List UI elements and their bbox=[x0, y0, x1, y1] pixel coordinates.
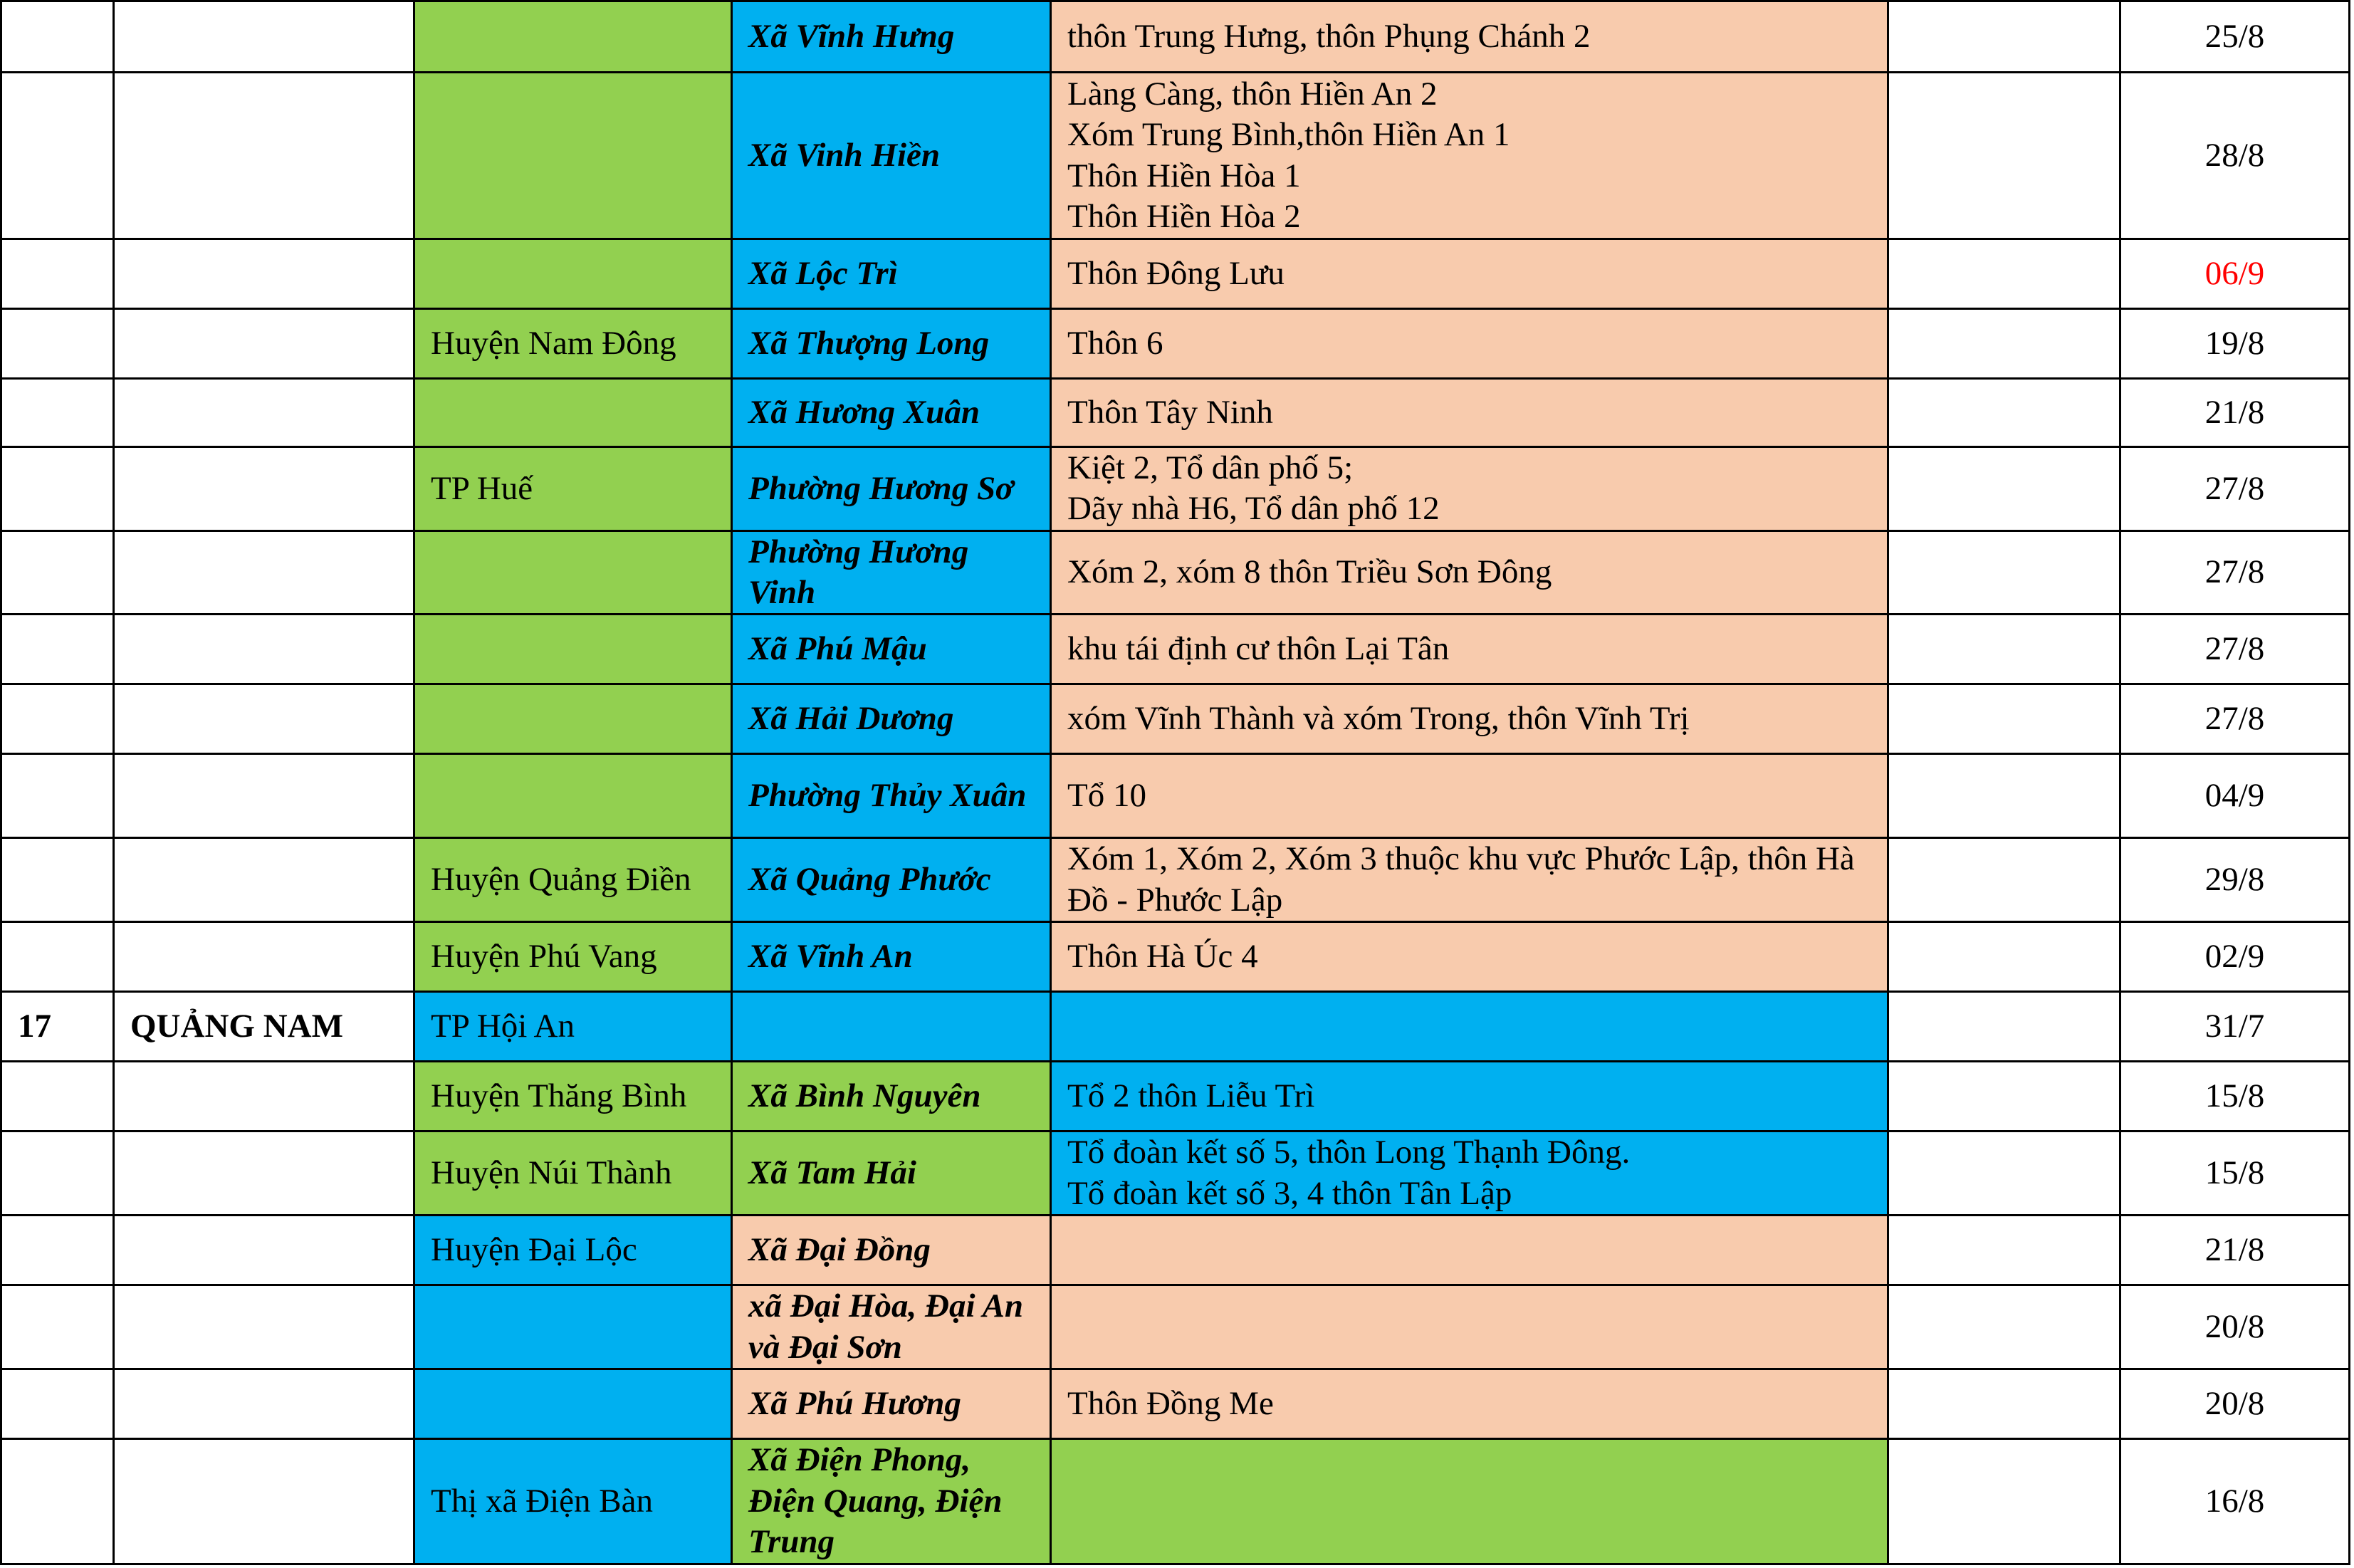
commune-cell: xã Đại Hòa, Đại An và Đại Sơn bbox=[732, 1285, 1051, 1369]
row-number-cell bbox=[1, 615, 114, 684]
province-cell bbox=[114, 73, 414, 239]
district-cell: Thị xã Điện Bàn bbox=[414, 1438, 732, 1564]
date-cell: 27/8 bbox=[2120, 447, 2350, 531]
note-cell bbox=[1888, 379, 2120, 447]
commune-cell: Phường Hương Vinh bbox=[732, 530, 1051, 615]
table-row bbox=[1, 754, 2350, 838]
note-cell bbox=[1888, 992, 2120, 1062]
row-number-cell bbox=[1, 1216, 114, 1285]
date-cell: 27/8 bbox=[2120, 530, 2350, 615]
district-cell bbox=[414, 1369, 732, 1438]
row-number-cell bbox=[1, 530, 114, 615]
table-row bbox=[1, 239, 2350, 309]
area-cell bbox=[1051, 447, 1888, 531]
table-row bbox=[1, 992, 2350, 1062]
district-cell: Huyện Quảng Điền bbox=[414, 838, 732, 922]
area-cell bbox=[1051, 530, 1888, 615]
area-line: Làng Càng, thôn Hiền An 2 bbox=[1067, 75, 1438, 113]
table-row bbox=[1, 1369, 2350, 1438]
commune-cell: Xã Tam Hải bbox=[732, 1131, 1051, 1216]
province-cell bbox=[114, 684, 414, 754]
table-row bbox=[1, 1062, 2350, 1131]
commune-cell: Xã Quảng Phước bbox=[732, 838, 1051, 922]
row-number-cell bbox=[1, 1369, 114, 1438]
area-line: Tổ 2 thôn Liễu Trì bbox=[1067, 1077, 1315, 1115]
area-cell bbox=[1051, 992, 1888, 1062]
commune-cell: Xã Đại Đồng bbox=[732, 1216, 1051, 1285]
table-row bbox=[1, 447, 2350, 531]
date-cell: 06/9 bbox=[2120, 239, 2350, 309]
area-cell bbox=[1051, 1, 1888, 73]
date-cell: 29/8 bbox=[2120, 838, 2350, 922]
commune-cell: Xã Phú Hương bbox=[732, 1369, 1051, 1438]
row-number-cell bbox=[1, 447, 114, 531]
date-cell: 16/8 bbox=[2120, 1438, 2350, 1564]
district-cell bbox=[414, 1285, 732, 1369]
row-number-cell bbox=[1, 838, 114, 922]
area-line: Thôn Hiền Hòa 1 bbox=[1067, 157, 1301, 194]
province-cell bbox=[114, 1216, 414, 1285]
row-number-cell bbox=[1, 379, 114, 447]
table-row bbox=[1, 73, 2350, 239]
area-line: Thôn 6 bbox=[1067, 324, 1163, 362]
province-cell bbox=[114, 379, 414, 447]
row-number-cell bbox=[1, 309, 114, 379]
area-line: Thôn Hiền Hòa 2 bbox=[1067, 197, 1301, 235]
note-cell bbox=[1888, 684, 2120, 754]
date-cell: 15/8 bbox=[2120, 1062, 2350, 1131]
area-cell bbox=[1051, 838, 1888, 922]
district-cell bbox=[414, 239, 732, 309]
commune-cell: Xã Vĩnh Hưng bbox=[732, 1, 1051, 73]
row-number-cell bbox=[1, 922, 114, 992]
province-cell bbox=[114, 530, 414, 615]
note-cell bbox=[1888, 73, 2120, 239]
date-cell: 28/8 bbox=[2120, 73, 2350, 239]
area-line: Thôn Đông Lưu bbox=[1067, 254, 1285, 292]
date-cell: 21/8 bbox=[2120, 1216, 2350, 1285]
area-cell bbox=[1051, 1285, 1888, 1369]
note-cell bbox=[1888, 309, 2120, 379]
province-cell bbox=[114, 309, 414, 379]
commune-cell: Xã Vinh Hiền bbox=[732, 73, 1051, 239]
district-cell bbox=[414, 754, 732, 838]
area-line: Xóm 1, Xóm 2, Xóm 3 thuộc khu vực Phước Lập, thôn Hà Đồ - Phước Lập bbox=[1067, 840, 1855, 919]
row-number-cell bbox=[1, 754, 114, 838]
district-cell: Huyện Đại Lộc bbox=[414, 1216, 732, 1285]
area-line: Thôn Đồng Me bbox=[1067, 1384, 1274, 1422]
note-cell bbox=[1888, 1062, 2120, 1131]
area-line: Dãy nhà H6, Tổ dân phố 12 bbox=[1067, 490, 1440, 528]
table-row bbox=[1, 530, 2350, 615]
note-cell bbox=[1888, 1285, 2120, 1369]
district-cell bbox=[414, 1, 732, 73]
table-row bbox=[1, 1438, 2350, 1564]
commune-cell: Phường Thủy Xuân bbox=[732, 754, 1051, 838]
area-line: Tổ đoàn kết số 5, thôn Long Thạnh Đông. bbox=[1067, 1134, 1631, 1171]
date-cell: 20/8 bbox=[2120, 1285, 2350, 1369]
area-line: Tổ 10 bbox=[1067, 777, 1146, 815]
table-row bbox=[1, 684, 2350, 754]
district-cell bbox=[414, 530, 732, 615]
table-row bbox=[1, 615, 2350, 684]
date-cell: 20/8 bbox=[2120, 1369, 2350, 1438]
note-cell bbox=[1888, 1369, 2120, 1438]
note-cell bbox=[1888, 754, 2120, 838]
district-cell bbox=[414, 684, 732, 754]
province-cell bbox=[114, 754, 414, 838]
area-line: Thôn Tây Ninh bbox=[1067, 393, 1273, 431]
province-cell bbox=[114, 1285, 414, 1369]
row-number-cell bbox=[1, 1062, 114, 1131]
table-row bbox=[1, 1, 2350, 73]
province-cell bbox=[114, 1369, 414, 1438]
province-cell bbox=[114, 1062, 414, 1131]
table-row bbox=[1, 1216, 2350, 1285]
area-line: xóm Vĩnh Thành và xóm Trong, thôn Vĩnh Trị bbox=[1067, 700, 1690, 738]
commune-cell: Xã Thượng Long bbox=[732, 309, 1051, 379]
row-number-cell bbox=[1, 239, 114, 309]
province-cell bbox=[114, 1, 414, 73]
note-cell bbox=[1888, 838, 2120, 922]
area-cell bbox=[1051, 379, 1888, 447]
district-cell bbox=[414, 73, 732, 239]
area-cell bbox=[1051, 1062, 1888, 1131]
note-cell bbox=[1888, 239, 2120, 309]
area-cell bbox=[1051, 239, 1888, 309]
note-cell bbox=[1888, 1216, 2120, 1285]
table-row bbox=[1, 1285, 2350, 1369]
date-cell: 21/8 bbox=[2120, 379, 2350, 447]
row-number-cell bbox=[1, 1438, 114, 1564]
row-number-cell bbox=[1, 1131, 114, 1216]
province-cell: QUẢNG NAM bbox=[114, 992, 414, 1062]
commune-cell: Xã Lộc Trì bbox=[732, 239, 1051, 309]
area-cell bbox=[1051, 73, 1888, 239]
note-cell bbox=[1888, 530, 2120, 615]
area-line: Tổ đoàn kết số 3, 4 thôn Tân Lập bbox=[1067, 1174, 1512, 1212]
date-cell: 27/8 bbox=[2120, 684, 2350, 754]
district-cell bbox=[414, 615, 732, 684]
table-body bbox=[1, 1, 2350, 1564]
area-cell bbox=[1051, 615, 1888, 684]
date-cell: 19/8 bbox=[2120, 309, 2350, 379]
district-cell bbox=[414, 379, 732, 447]
table-row bbox=[1, 838, 2350, 922]
area-cell bbox=[1051, 1216, 1888, 1285]
district-cell: TP Huế bbox=[414, 447, 732, 531]
table-row bbox=[1, 922, 2350, 992]
note-cell bbox=[1888, 447, 2120, 531]
area-cell bbox=[1051, 1369, 1888, 1438]
date-cell: 02/9 bbox=[2120, 922, 2350, 992]
area-line: Thôn Hà Úc 4 bbox=[1067, 938, 1258, 976]
province-cell bbox=[114, 1438, 414, 1564]
commune-cell: Xã Vĩnh An bbox=[732, 922, 1051, 992]
note-cell bbox=[1888, 922, 2120, 992]
table-row bbox=[1, 309, 2350, 379]
district-cell: Huyện Phú Vang bbox=[414, 922, 732, 992]
note-cell bbox=[1888, 615, 2120, 684]
note-cell bbox=[1888, 1438, 2120, 1564]
district-cell: Huyện Thăng Bình bbox=[414, 1062, 732, 1131]
commune-cell: Xã Phú Mậu bbox=[732, 615, 1051, 684]
area-cell bbox=[1051, 1131, 1888, 1216]
province-cell bbox=[114, 1131, 414, 1216]
area-line: Kiệt 2, Tổ dân phố 5; bbox=[1067, 449, 1354, 486]
commune-cell: Xã Bình Nguyên bbox=[732, 1062, 1051, 1131]
date-cell: 31/7 bbox=[2120, 992, 2350, 1062]
row-number-cell bbox=[1, 73, 114, 239]
table-row bbox=[1, 1131, 2350, 1216]
area-cell bbox=[1051, 754, 1888, 838]
province-cell bbox=[114, 838, 414, 922]
area-line: Xóm 2, xóm 8 thôn Triều Sơn Đông bbox=[1067, 553, 1552, 591]
row-number-cell bbox=[1, 1, 114, 73]
area-line: Xóm Trung Bình,thôn Hiền An 1 bbox=[1067, 116, 1510, 154]
area-cell bbox=[1051, 1438, 1888, 1564]
district-cell: Huyện Nam Đông bbox=[414, 309, 732, 379]
date-cell: 04/9 bbox=[2120, 754, 2350, 838]
district-cell: TP Hội An bbox=[414, 992, 732, 1062]
row-number-cell bbox=[1, 1285, 114, 1369]
commune-cell: Xã Hương Xuân bbox=[732, 379, 1051, 447]
date-cell: 27/8 bbox=[2120, 615, 2350, 684]
commune-cell: Xã Hải Dương bbox=[732, 684, 1051, 754]
commune-cell: Phường Hương Sơ bbox=[732, 447, 1051, 531]
note-cell bbox=[1888, 1, 2120, 73]
area-line: khu tái định cư thôn Lại Tân bbox=[1067, 630, 1450, 668]
province-cell bbox=[114, 239, 414, 309]
area-line: thôn Trung Hưng, thôn Phụng Chánh 2 bbox=[1067, 17, 1591, 55]
table-row bbox=[1, 379, 2350, 447]
area-cell bbox=[1051, 684, 1888, 754]
area-cell bbox=[1051, 309, 1888, 379]
date-cell: 15/8 bbox=[2120, 1131, 2350, 1216]
row-number-cell: 17 bbox=[1, 992, 114, 1062]
province-cell bbox=[114, 447, 414, 531]
district-cell: Huyện Núi Thành bbox=[414, 1131, 732, 1216]
note-cell bbox=[1888, 1131, 2120, 1216]
province-cell bbox=[114, 922, 414, 992]
row-number-cell bbox=[1, 684, 114, 754]
area-cell bbox=[1051, 922, 1888, 992]
commune-cell: Xã Điện Phong, Điện Quang, Điện Trung bbox=[732, 1438, 1051, 1564]
province-cell bbox=[114, 615, 414, 684]
commune-cell bbox=[732, 992, 1051, 1062]
date-cell: 25/8 bbox=[2120, 1, 2350, 73]
